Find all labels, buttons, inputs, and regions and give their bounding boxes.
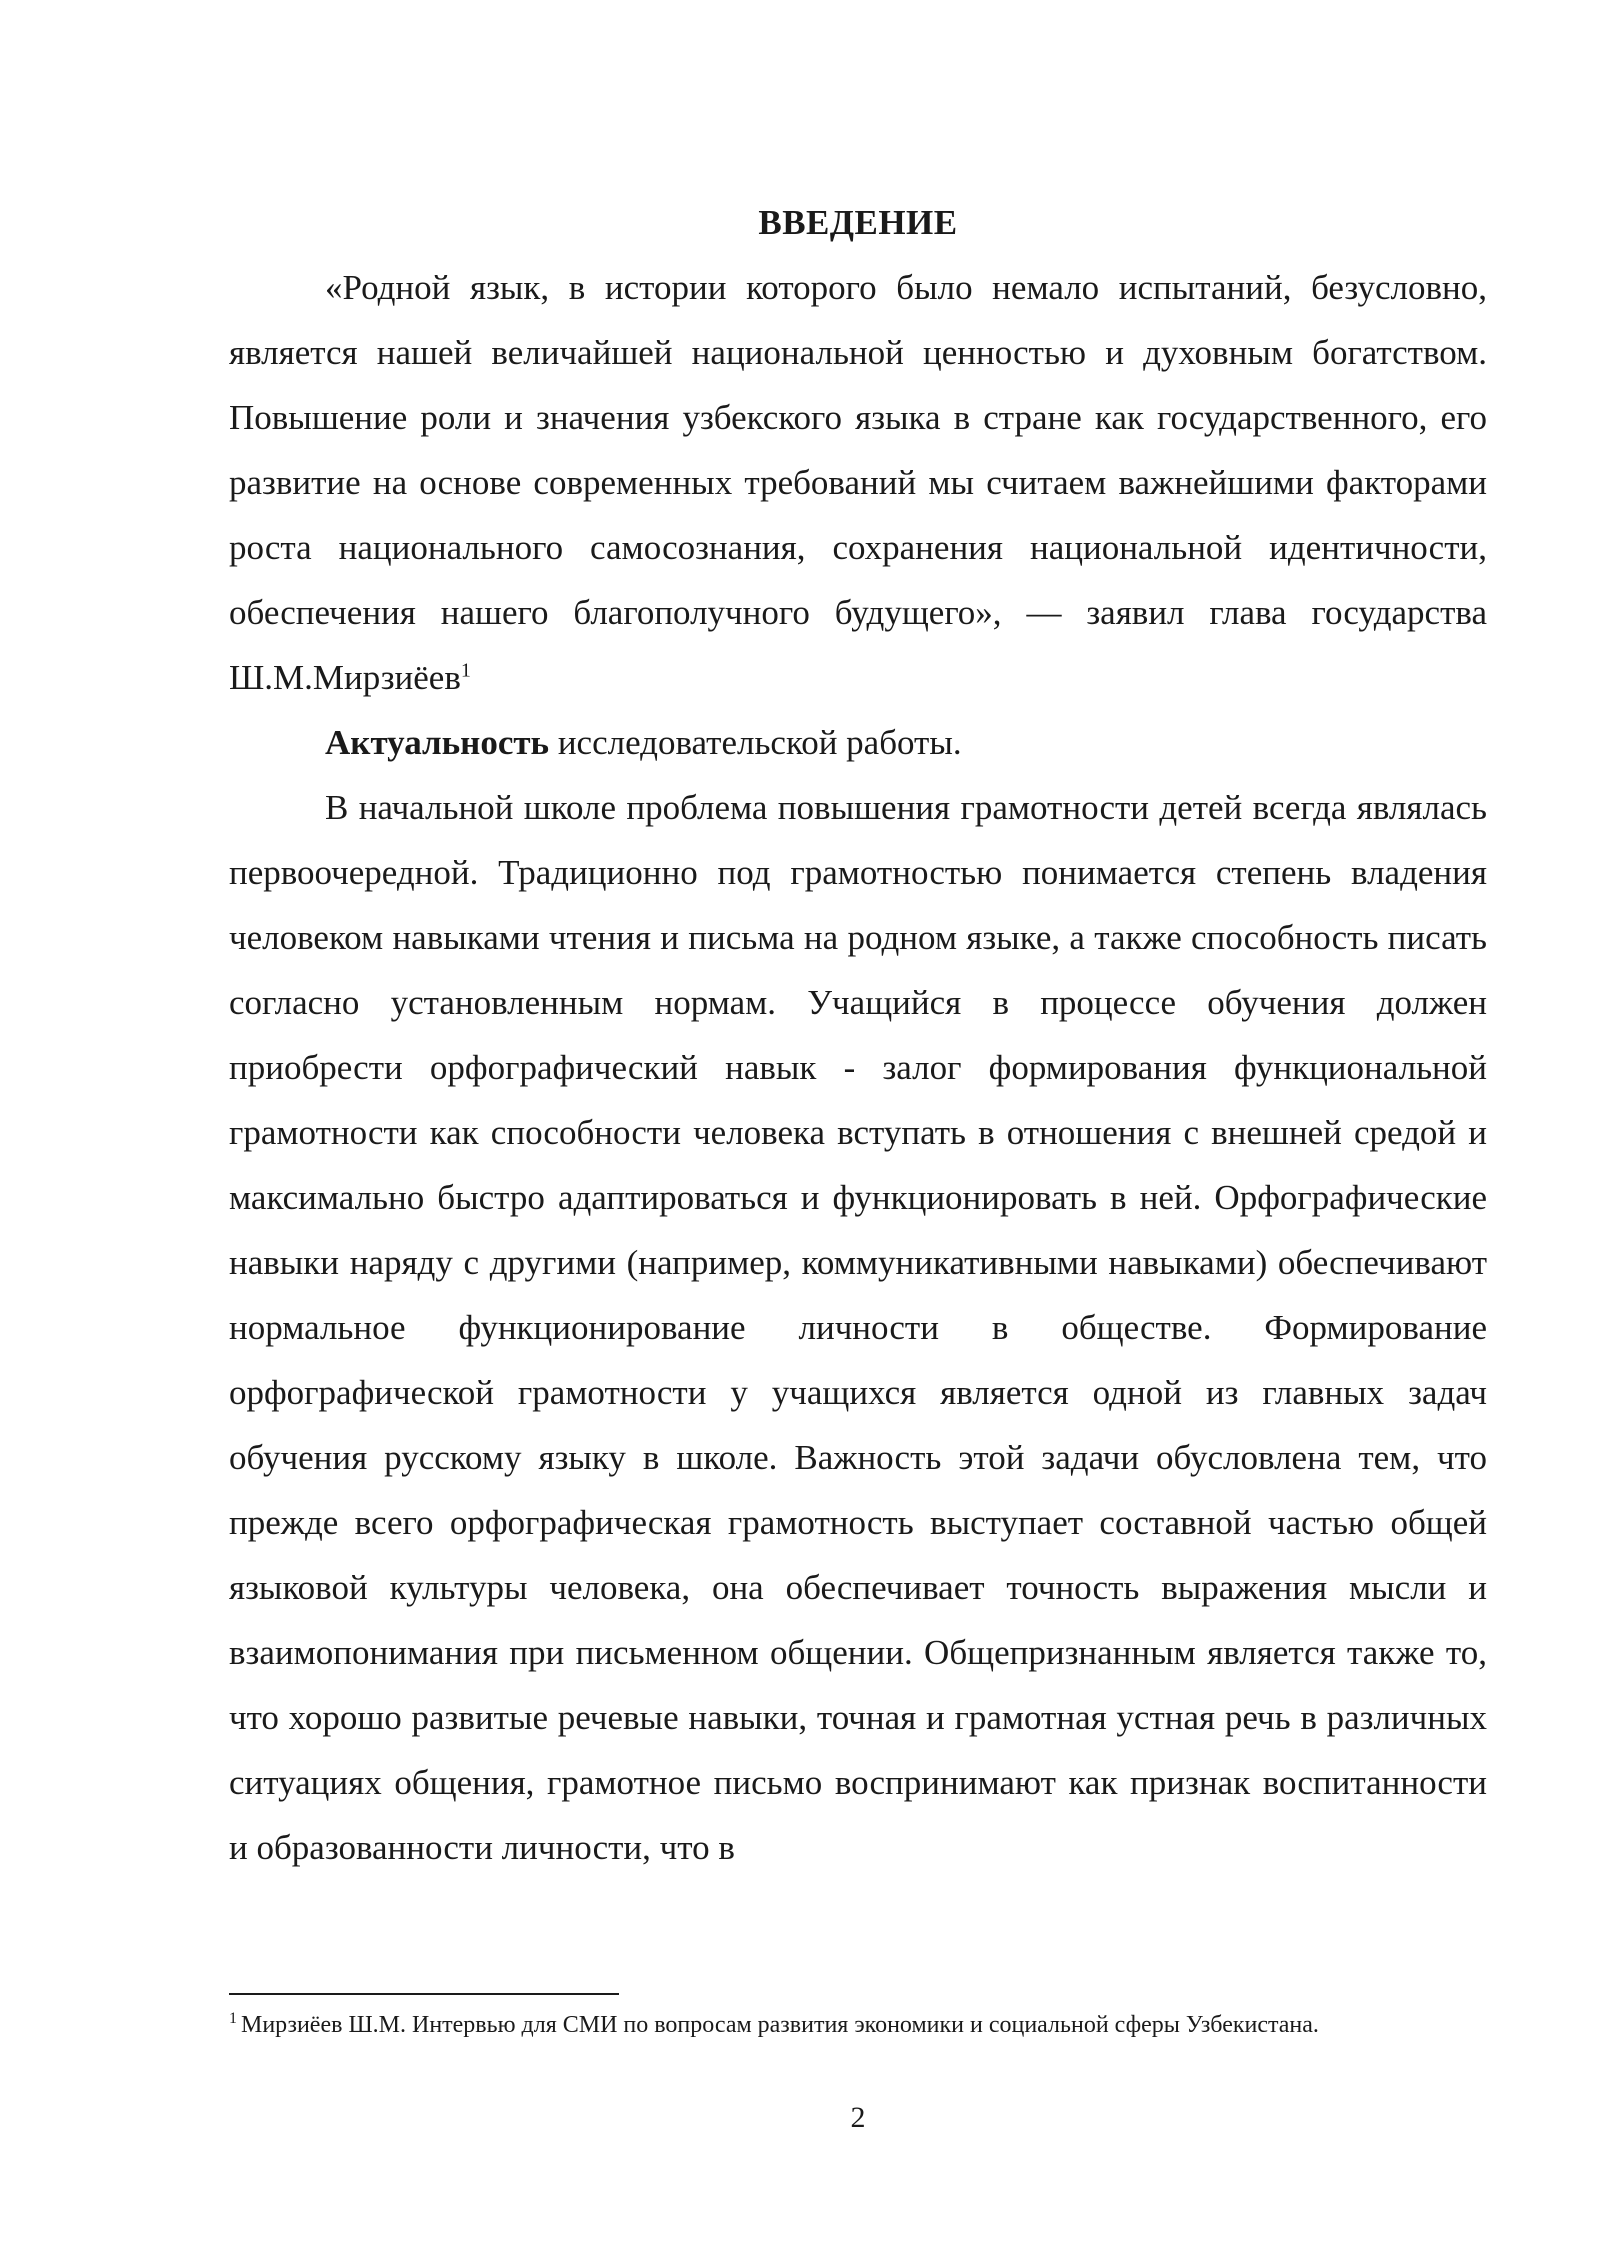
main-text: [229, 190, 1487, 1880]
quote-text: «Родной язык, в истории которого было немало испытаний, безусловно, является нашей величайшей национальной ценностью и духовным богатством. Повышение роли и значения узбекского языка в стране как государственного, его развитие на основе современных требований мы считаем важнейшими факторами роста национального самосознания, сохранения национальной идентичности, обеспечения нашего благополучного будущего», — заявил глава государства Ш.М.Мирзиёев: [229, 268, 1487, 697]
relevance-text: исследовательской работы.: [549, 723, 962, 762]
relevance-term: Актуальность: [325, 723, 550, 762]
relevance-paragraph: [229, 710, 1487, 775]
page-number: 2: [850, 2101, 866, 2134]
body-paragraph: В начальной школе проблема повышения грамотности детей всегда являлась первоочередной. Традиционно под грамотностью понимается степень владения человеком навыками чтения и письма на родном языке, а также способность писать согласно установленным нормам. Учащийся в процессе обучения должен приобрести орфографический навык - залог формирования функциональной грамотности как способности человека вступать в отношения с внешней средой и максимально быстро адаптироваться и функционировать в ней. Орфографические навыки наряду с другими (например, коммуникативными навыками) обеспечивают нормальное функционирование личности в обществе. Формирование орфографической грамотности у учащихся является одной из главных задач обучения русскому языку в школе. Важность этой задачи обусловлена тем, что прежде всего орфографическая грамотность выступает составной частью общей языковой культуры человека, она обеспечивает точность выражения мысли и взаимопонимания при письменном общении. Общепризнанным является также то, что хорошо развитые речевые навыки, точная и грамотная устная речь в различных ситуациях общения, грамотное письмо воспринимают как признак воспитанности и образованности личности, что в: [229, 788, 1487, 1867]
footnote: [229, 2008, 1487, 2042]
footnote-number: 1: [229, 2010, 237, 2027]
footnote-reference[interactable]: 1: [460, 659, 471, 682]
section-heading: ВВЕДЕНИЕ: [758, 203, 958, 242]
footnote-text: Мирзиёев Ш.М. Интервью для СМИ по вопросам развития экономики и социальной сферы Узбекистана.: [241, 2012, 1319, 2038]
footnote-separator: [229, 1993, 619, 1995]
quote-paragraph: [229, 255, 1487, 710]
